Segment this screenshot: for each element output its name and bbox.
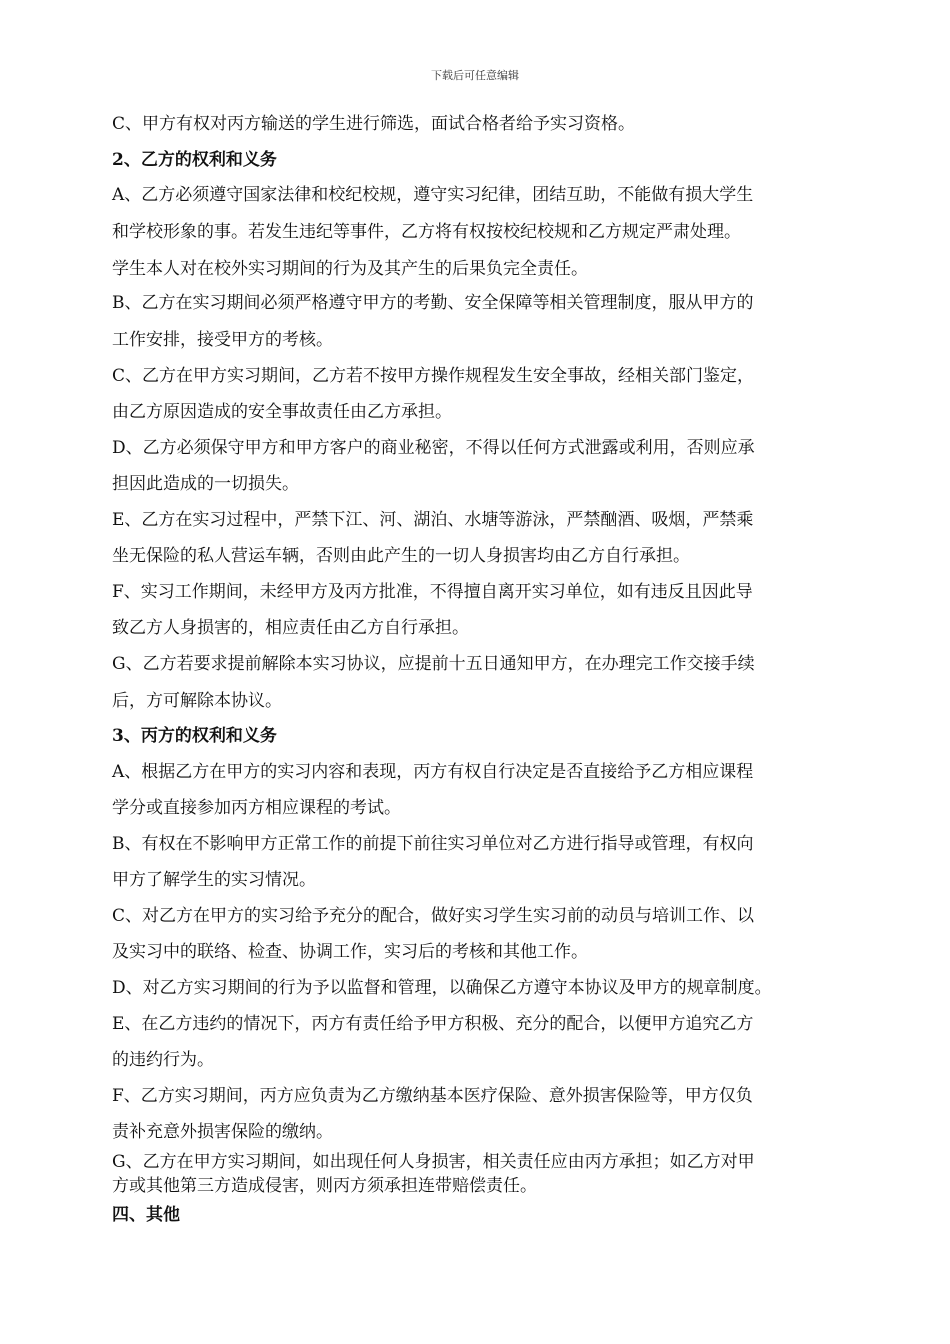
text-line: 方或其他第三方造成侵害，则丙方须承担连带赔偿责任。 bbox=[112, 1176, 537, 1196]
text-line: 的违约行为。 bbox=[112, 1050, 214, 1070]
text-line: B、乙方在实习期间必须严格遵守甲方的考勤、安全保障等相关管理制度，服从甲方的 bbox=[112, 293, 754, 313]
text-line: G、乙方在甲方实习期间，如出现任何人身损害，相关责任应由丙方承担；如乙方对甲 bbox=[112, 1152, 755, 1172]
text-line: A、乙方必须遵守国家法律和校纪校规，遵守实习纪律，团结互助，不能做有损大学生 bbox=[112, 185, 754, 205]
page-header: 下载后可任意编辑 bbox=[431, 69, 519, 82]
text-line: 学分或直接参加丙方相应课程的考试。 bbox=[112, 798, 401, 818]
text-line: 担因此造成的一切损失。 bbox=[112, 474, 299, 494]
text-line: 及实习中的联络、检查、协调工作，实习后的考核和其他工作。 bbox=[112, 942, 588, 962]
text-line: 坐无保险的私人营运车辆，否则由此产生的一切人身损害均由乙方自行承担。 bbox=[112, 546, 690, 566]
text-line: 和学校形象的事。若发生违纪等事件，乙方将有权按校纪校规和乙方规定严肃处理。 bbox=[112, 222, 741, 242]
text-line: 责补充意外损害保险的缴纳。 bbox=[112, 1122, 333, 1142]
text-line: C、对乙方在甲方的实习给予充分的配合，做好实习学生实习前的动员与培训工作、以 bbox=[112, 906, 755, 926]
text-line: 甲方了解学生的实习情况。 bbox=[112, 870, 316, 890]
text-line: B、有权在不影响甲方正常工作的前提下前往实习单位对乙方进行指导或管理，有权向 bbox=[112, 834, 754, 854]
section-heading: 2、乙方的权利和义务 bbox=[112, 150, 277, 170]
text-line: C、乙方在甲方实习期间，乙方若不按甲方操作规程发生安全事故，经相关部门鉴定， bbox=[112, 366, 755, 386]
text-line: 后，方可解除本协议。 bbox=[112, 691, 282, 711]
text-line: 工作安排，接受甲方的考核。 bbox=[112, 330, 333, 350]
text-line: E、在乙方违约的情况下，丙方有责任给予甲方积极、充分的配合，以便甲方追究乙方 bbox=[112, 1014, 754, 1034]
text-line: G、乙方若要求提前解除本实习协议，应提前十五日通知甲方，在办理完工作交接手续 bbox=[112, 654, 755, 674]
section-heading: 四、其他 bbox=[112, 1205, 180, 1225]
text-line: 由乙方原因造成的安全事故责任由乙方承担。 bbox=[112, 402, 452, 422]
text-line: 致乙方人身损害的，相应责任由乙方自行承担。 bbox=[112, 618, 469, 638]
text-line: 学生本人对在校外实习期间的行为及其产生的后果负完全责任。 bbox=[112, 259, 588, 279]
text-line: A、根据乙方在甲方的实习内容和表现，丙方有权自行决定是否直接给予乙方相应课程 bbox=[112, 762, 754, 782]
text-line: C、甲方有权对丙方输送的学生进行筛选，面试合格者给予实习资格。 bbox=[112, 114, 636, 134]
text-line: E、乙方在实习过程中，严禁下江、河、湖泊、水塘等游泳，严禁酗酒、吸烟，严禁乘 bbox=[112, 510, 754, 530]
text-line: F、实习工作期间，未经甲方及丙方批准，不得擅自离开实习单位，如有违反且因此导 bbox=[112, 582, 753, 602]
text-line: F、乙方实习期间，丙方应负责为乙方缴纳基本医疗保险、意外损害保险等，甲方仅负 bbox=[112, 1086, 753, 1106]
text-line: D、乙方必须保守甲方和甲方客户的商业秘密，不得以任何方式泄露或利用，否则应承 bbox=[112, 438, 755, 458]
text-line: D、对乙方实习期间的行为予以监督和管理，以确保乙方遵守本协议及甲方的规章制度。 bbox=[112, 978, 772, 998]
section-heading: 3、丙方的权利和义务 bbox=[112, 726, 277, 746]
